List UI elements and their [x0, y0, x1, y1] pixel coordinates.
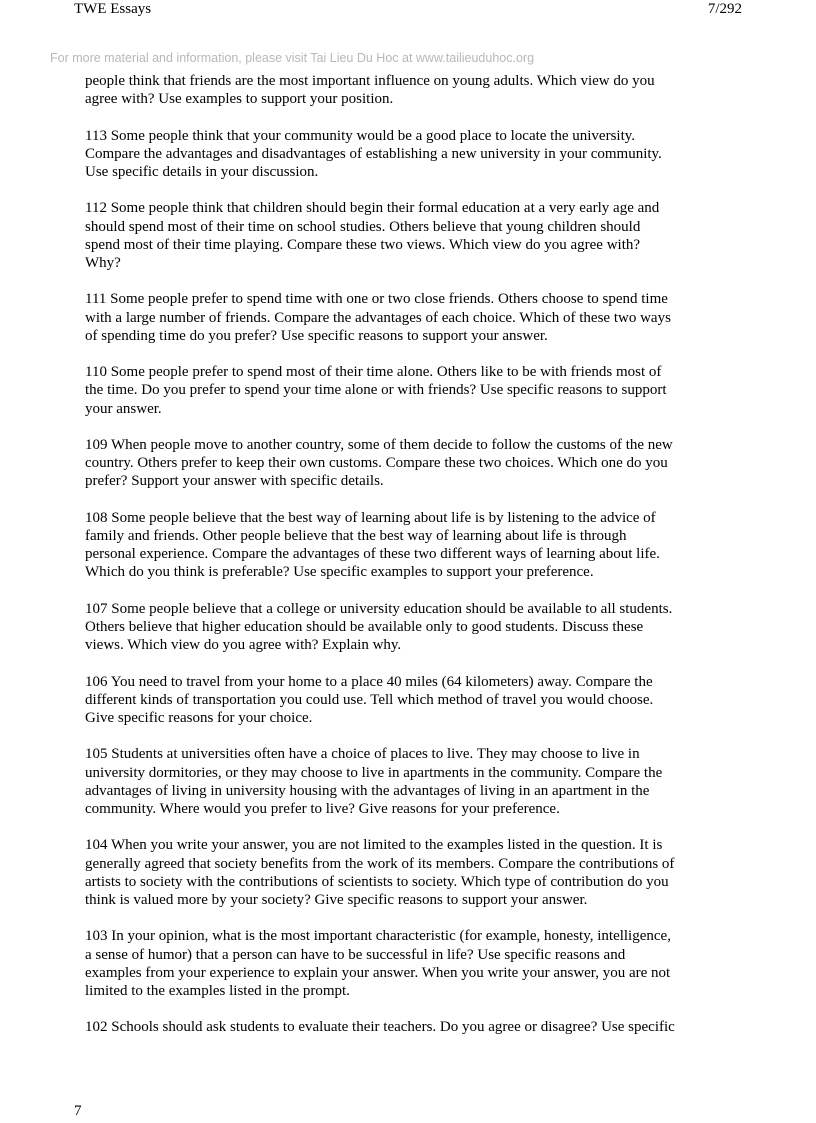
document-title: TWE Essays — [74, 1, 152, 17]
text-line: 113 Some people think that your community would be a good place to locate the university. — [85, 127, 636, 144]
text-line: country. Others prefer to keep their own customs. Compare these two choices. Which one do you — [85, 455, 668, 472]
text-line: Use specific details in your discussion. — [85, 164, 319, 180]
text-line: Give specific reasons for your choice. — [85, 709, 313, 726]
essay-topic-paragraph — [85, 363, 745, 418]
text-line: the time. Do you prefer to spend your time alone or with friends? Use specific reasons to support — [85, 382, 667, 399]
text-line: university dormitories, or they may choose to live in apartments in the community. Compare the — [85, 764, 663, 781]
text-line: with a large number of friends. Compare the advantages of each choice. Which of these two ways — [85, 309, 671, 326]
text-line: 106 You need to travel from your home to a place 40 miles (64 kilometers) away. Compare the — [85, 673, 653, 690]
text-line: views. Which view do you agree with? Explain why. — [85, 637, 402, 654]
text-line: 110 Some people prefer to spend most of their time alone. Others like to be with friends most of — [85, 364, 662, 381]
page-indicator: 7/292 — [707, 1, 742, 17]
text-line: of spending time do you prefer? Use specific reasons to support your answer. — [85, 327, 548, 344]
essay-topic-paragraph — [85, 509, 745, 582]
text-line: 111 Some people prefer to spend time with one or two close friends. Others choose to spend time — [85, 291, 668, 308]
text-line: 112 Some people think that children should begin their formal education at a very early age and — [85, 200, 660, 217]
text-line: Others believe that higher education should be available only to good students. Discuss these — [85, 618, 644, 635]
essay-topic-paragraph — [85, 1018, 745, 1036]
text-line: spend most of their time playing. Compare these two views. Which view do you agree with? — [85, 236, 641, 253]
text-line: people think that friends are the most important influence on young adults. Which view do you — [85, 73, 655, 89]
text-line: Compare the advantages and disadvantages of establishing a new university in your community. — [85, 145, 662, 162]
page-number: 7 — [74, 1103, 82, 1119]
text-line: 102 Schools should ask students to evaluate their teachers. Do you agree or disagree? Use specific — [85, 1019, 675, 1036]
text-line: 103 In your opinion, what is the most important characteristic (for example, honesty, intelligence, — [85, 928, 671, 945]
text-line: should spend most of their time on school studies. Others believe that young children should — [85, 218, 641, 235]
essay-topic-paragraph — [85, 436, 745, 491]
text-line: 105 Students at universities often have a choice of places to live. They may choose to live in — [85, 746, 640, 763]
text-line: 104 When you write your answer, you are not limited to the examples listed in the question. It is — [85, 837, 663, 854]
essay-topic-paragraph — [85, 199, 745, 272]
text-line: different kinds of transportation you could use. Tell which method of travel you would choose. — [85, 691, 654, 708]
text-line: Why? — [85, 255, 121, 271]
text-line: community. Where would you prefer to live? Give reasons for your preference. — [85, 800, 560, 817]
text-line: 107 Some people believe that a college or university education should be available to all students. — [85, 600, 673, 617]
essay-topic-paragraph — [85, 127, 745, 182]
text-line: examples from your experience to explain your answer. When you write your answer, you are not — [85, 964, 671, 981]
text-line: family and friends. Other people believe that the best way of learning about life is through — [85, 527, 627, 544]
essay-topic-paragraph — [85, 72, 745, 108]
essay-topic-paragraph — [85, 745, 745, 818]
text-line: Which do you think is preferable? Use specific examples to support your preference. — [85, 564, 594, 581]
essay-topic-paragraph — [85, 836, 745, 909]
text-line: 108 Some people believe that the best way of learning about life is by listening to the advice of — [85, 509, 656, 526]
watermark-link[interactable]: For more material and information, please visit Tai Lieu Du Hoc at www.tailieuduhoc.org — [50, 51, 535, 65]
essay-topic-paragraph — [85, 673, 745, 728]
text-line: personal experience. Compare the advantages of these two different ways of learning about life. — [85, 546, 660, 563]
essay-topic-paragraph — [85, 600, 745, 655]
text-line: limited to the examples listed in the prompt. — [85, 982, 350, 999]
text-line: prefer? Support your answer with specific details. — [85, 473, 384, 490]
text-line: a sense of humor) that a person can have to be successful in life? Use specific reasons and — [85, 946, 626, 963]
essay-topic-paragraph — [85, 290, 745, 345]
text-line: 109 When people move to another country, some of them decide to follow the customs of the new — [85, 436, 673, 453]
text-line: think is valued more by your society? Give specific reasons to support your answer. — [85, 891, 588, 908]
text-line: advantages of living in university housing with the advantages of living in an apartment in the — [85, 782, 650, 799]
text-line: artists to society with the contributions of scientists to society. Which type of contribution do you — [85, 873, 669, 890]
text-line: agree with? Use examples to support your position. — [85, 91, 394, 108]
text-line: your answer. — [85, 400, 162, 417]
text-line: generally agreed that society benefits from the work of its members. Compare the contributions of — [85, 855, 675, 872]
essay-topic-paragraph — [85, 927, 745, 1000]
essay-topics-list — [85, 72, 745, 1055]
